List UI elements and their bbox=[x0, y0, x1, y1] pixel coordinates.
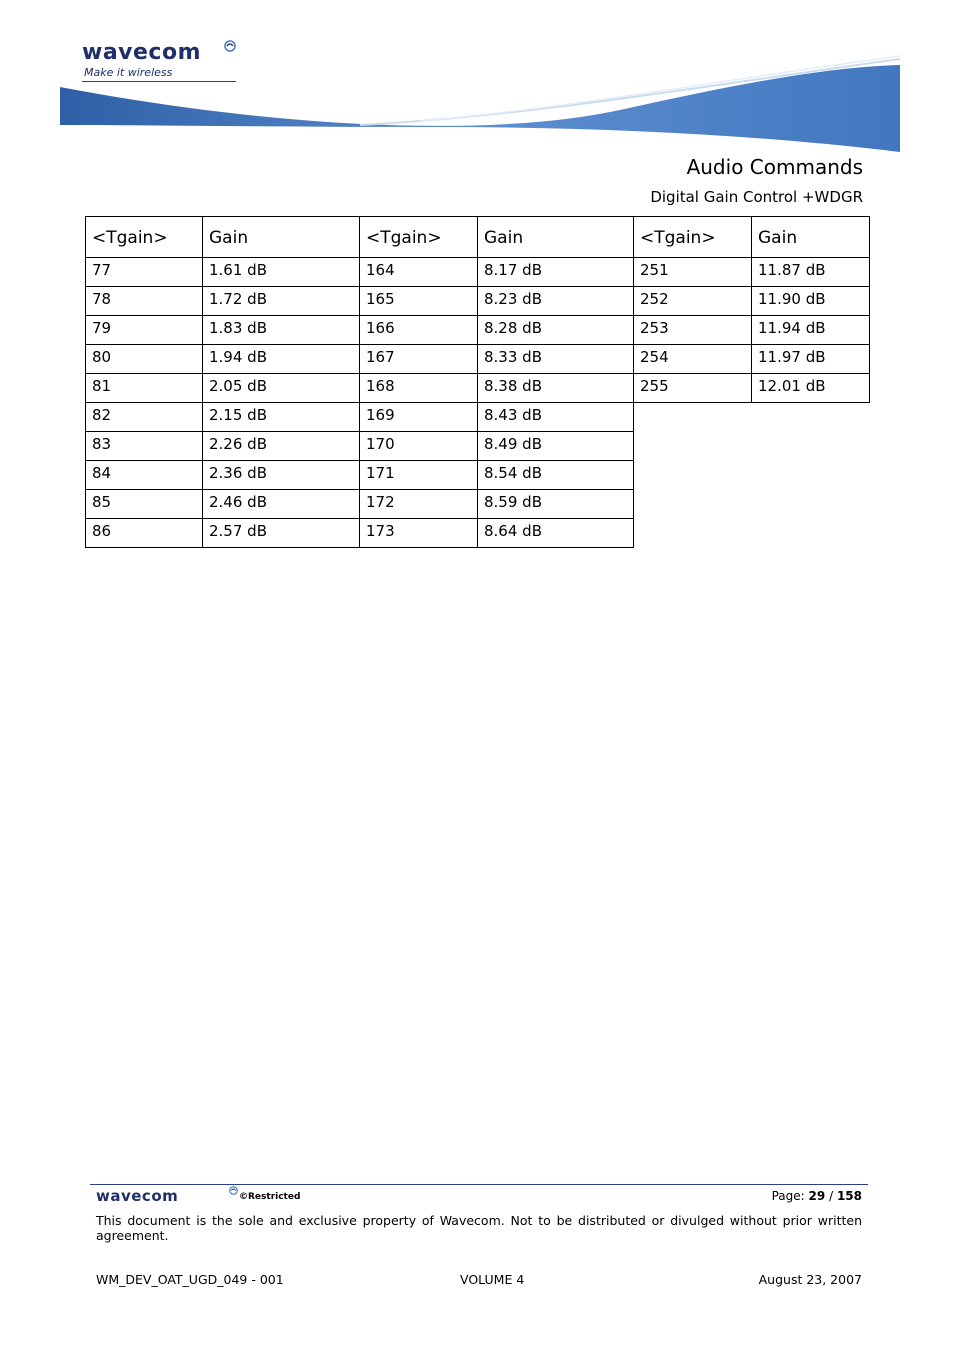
gain-cell: 8.49 dB bbox=[478, 432, 634, 461]
section-title: Audio Commands bbox=[686, 155, 863, 179]
gain-cell: 8.64 dB bbox=[478, 519, 634, 548]
tgain-cell: 78 bbox=[86, 287, 203, 316]
page-total: 158 bbox=[836, 1189, 862, 1203]
tgain-gain-table bbox=[85, 216, 870, 548]
table-header-row bbox=[86, 217, 870, 258]
gain-cell: 8.43 dB bbox=[478, 403, 634, 432]
table-row bbox=[86, 345, 870, 374]
table-row bbox=[86, 490, 870, 519]
tgain-cell: 165 bbox=[360, 287, 478, 316]
tgain-cell: 254 bbox=[634, 345, 752, 374]
empty-cell bbox=[752, 519, 870, 548]
table-row bbox=[86, 519, 870, 548]
gain-cell: 2.05 dB bbox=[203, 374, 360, 403]
page-label: Page: bbox=[771, 1189, 805, 1203]
gain-cell: 1.72 dB bbox=[203, 287, 360, 316]
tgain-cell: 166 bbox=[360, 316, 478, 345]
gain-cell: 8.28 dB bbox=[478, 316, 634, 345]
empty-cell bbox=[634, 519, 752, 548]
tgain-cell: 79 bbox=[86, 316, 203, 345]
tgain-cell: 251 bbox=[634, 258, 752, 287]
empty-cell bbox=[634, 490, 752, 519]
confidentiality-notice: This document is the sole and exclusive property of Wavecom. Not to be distributed or divulged without prior written agreement. bbox=[96, 1213, 862, 1243]
empty-cell bbox=[634, 461, 752, 490]
tgain-cell: 170 bbox=[360, 432, 478, 461]
document-date: August 23, 2007 bbox=[758, 1272, 862, 1287]
gain-cell: 11.97 dB bbox=[752, 345, 870, 374]
page-indicator bbox=[772, 1189, 862, 1203]
gain-cell: 8.38 dB bbox=[478, 374, 634, 403]
empty-cell bbox=[752, 403, 870, 432]
gain-cell: 1.61 dB bbox=[203, 258, 360, 287]
page-separator: / bbox=[829, 1189, 834, 1203]
gain-cell: 8.17 dB bbox=[478, 258, 634, 287]
section-subtitle: Digital Gain Control +WDGR bbox=[650, 188, 863, 206]
gain-cell: 8.33 dB bbox=[478, 345, 634, 374]
logo-swirl-icon bbox=[224, 40, 236, 52]
footer-divider bbox=[90, 1184, 868, 1185]
footer-logo-wordmark: wavecom bbox=[96, 1187, 179, 1205]
tgain-cell: 83 bbox=[86, 432, 203, 461]
gain-cell: 2.57 dB bbox=[203, 519, 360, 548]
tgain-cell: 173 bbox=[360, 519, 478, 548]
gain-cell: 1.83 dB bbox=[203, 316, 360, 345]
footer-logo-swirl-icon bbox=[229, 1186, 238, 1195]
tgain-cell: 164 bbox=[360, 258, 478, 287]
empty-cell bbox=[634, 432, 752, 461]
empty-cell bbox=[752, 461, 870, 490]
tgain-cell: 82 bbox=[86, 403, 203, 432]
tgain-cell: 172 bbox=[360, 490, 478, 519]
tgain-cell: 77 bbox=[86, 258, 203, 287]
column-header-tgain: <Tgain> bbox=[86, 217, 203, 258]
gain-cell: 8.23 dB bbox=[478, 287, 634, 316]
column-header-gain: Gain bbox=[478, 217, 634, 258]
gain-cell: 11.94 dB bbox=[752, 316, 870, 345]
table-row bbox=[86, 403, 870, 432]
column-header-gain: Gain bbox=[752, 217, 870, 258]
header-swoosh-banner bbox=[60, 55, 900, 155]
gain-cell: 2.46 dB bbox=[203, 490, 360, 519]
page-current: 29 bbox=[808, 1189, 826, 1203]
tgain-cell: 85 bbox=[86, 490, 203, 519]
gain-cell: 2.15 dB bbox=[203, 403, 360, 432]
tgain-cell: 167 bbox=[360, 345, 478, 374]
column-header-tgain: <Tgain> bbox=[634, 217, 752, 258]
logo-tagline: Make it wireless bbox=[84, 66, 173, 79]
gain-cell: 8.54 dB bbox=[478, 461, 634, 490]
table-row bbox=[86, 374, 870, 403]
table-row bbox=[86, 316, 870, 345]
volume-label: VOLUME 4 bbox=[460, 1272, 525, 1287]
empty-cell bbox=[752, 490, 870, 519]
table-row bbox=[86, 461, 870, 490]
tgain-cell: 252 bbox=[634, 287, 752, 316]
gain-cell: 12.01 dB bbox=[752, 374, 870, 403]
empty-cell bbox=[752, 432, 870, 461]
tgain-cell: 253 bbox=[634, 316, 752, 345]
restricted-label: ©Restricted bbox=[239, 1192, 301, 1202]
table-row bbox=[86, 432, 870, 461]
tgain-cell: 171 bbox=[360, 461, 478, 490]
tgain-cell: 81 bbox=[86, 374, 203, 403]
column-header-gain: Gain bbox=[203, 217, 360, 258]
tgain-cell: 168 bbox=[360, 374, 478, 403]
gain-cell: 2.36 dB bbox=[203, 461, 360, 490]
gain-cell: 8.59 dB bbox=[478, 490, 634, 519]
gain-cell: 11.87 dB bbox=[752, 258, 870, 287]
empty-cell bbox=[634, 403, 752, 432]
document-reference: WM_DEV_OAT_UGD_049 - 001 bbox=[96, 1272, 284, 1287]
footer-wavecom-logo bbox=[96, 1186, 236, 1208]
tgain-cell: 169 bbox=[360, 403, 478, 432]
tgain-cell: 84 bbox=[86, 461, 203, 490]
gain-cell: 11.90 dB bbox=[752, 287, 870, 316]
table-row bbox=[86, 287, 870, 316]
tgain-cell: 80 bbox=[86, 345, 203, 374]
tgain-cell: 86 bbox=[86, 519, 203, 548]
table-row bbox=[86, 258, 870, 287]
logo-wordmark: wavecom bbox=[82, 40, 202, 65]
column-header-tgain: <Tgain> bbox=[360, 217, 478, 258]
gain-cell: 1.94 dB bbox=[203, 345, 360, 374]
gain-cell: 2.26 dB bbox=[203, 432, 360, 461]
tgain-cell: 255 bbox=[634, 374, 752, 403]
